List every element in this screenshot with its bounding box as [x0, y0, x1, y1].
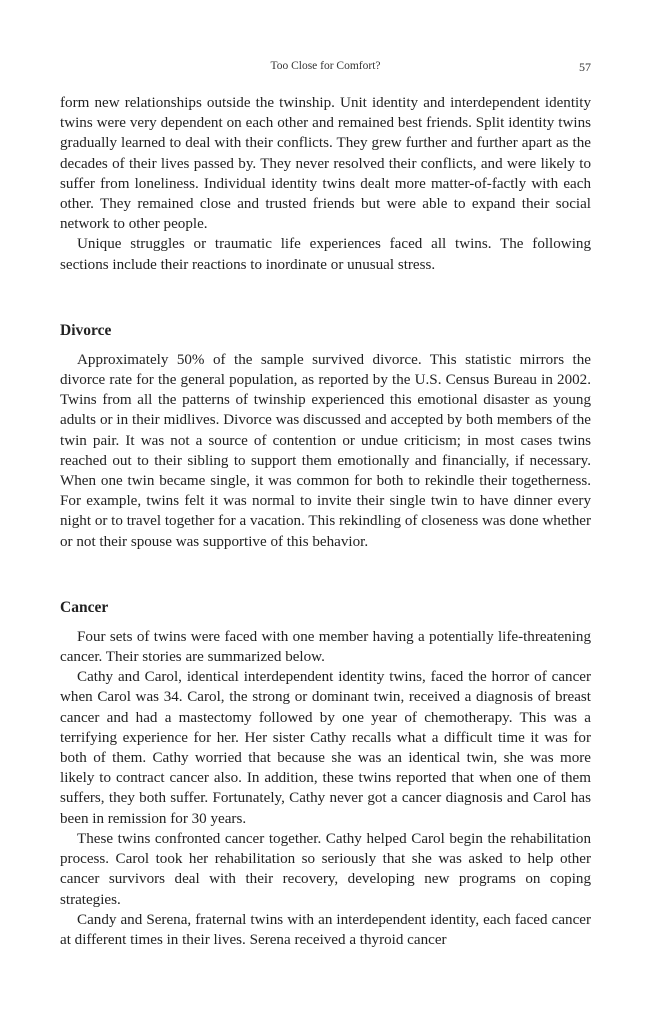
cancer-paragraph-3: These twins confronted cancer together. Cathy helped Carol begin the rehabilitation process. Carol took her rehabilitation so seriously that she was asked to help other cancer survivors deal with their recovery, developing new programs on coping strategies. — [60, 830, 591, 908]
intro-paragraph-1: form new relationships outside the twinship. Unit identity and interdependent identity twins were very dependent on each other and remained best friends. Split identity twins gradually learned to deal with their conflicts. They grew further and further apart as the decades of their lives passed by. They never resolved their conflicts, and were likely to suffer from loneliness. Individual identity twins dealt more matter-of-factly with each other. They remained close and trusted friends but were able to expand their social network to other people. — [60, 95, 591, 233]
intro-paragraph-2: Unique struggles or traumatic life experiences faced all twins. The following sections include their reactions to inordinate or unusual stress. — [60, 236, 591, 273]
page-number: 57 — [579, 60, 591, 74]
divorce-heading: Divorce — [60, 321, 112, 339]
body-text — [60, 93, 591, 950]
running-title: Too Close for Comfort? — [270, 60, 381, 72]
divorce-paragraph-1: Approximately 50% of the sample survived divorce. This statistic mirrors the divorce rate for the general population, as reported by the U.S. Census Bureau in 2002. Twins from all the patterns of twinship experienced this emotional disaster as young adults or in their midlives. Divorce was discussed and accepted by both members of the twin pair. It was not a source of contention or undue criticism; in most cases twins reached out to their sibling to support them emotionally and financially, if necessary. When one twin became single, it was common for both to rekindle their togetherness. For example, twins felt it was normal to invite their single twin to have dinner every night or to travel together for a vacation. This rekindling of closeness was done whether or not their spouse was supportive of this behavior. — [60, 351, 591, 550]
cancer-paragraph-2: Cathy and Carol, identical interdependent identity twins, faced the horror of cancer when Carol was 34. Carol, the strong or dominant twin, received a diagnosis of breast cancer and had a mastectomy followed by one year of chemotherapy. This was a terrifying experience for her. Her sister Cathy recalls what a difficult time it was for both of them. Cathy worried that because she was an identical twin, she was more likely to contract cancer also. In addition, these twins reported that when one of them suffers, they both suffer. Fortunately, Cathy never got a cancer diagnosis and Carol has been in remission for 30 years. — [60, 669, 591, 827]
cancer-paragraph-1: Four sets of twins were faced with one member having a potentially life-threatening cancer. Their stories are summarized below. — [60, 628, 591, 666]
cancer-heading: Cancer — [60, 598, 109, 616]
cancer-paragraph-4: Candy and Serena, fraternal twins with an interdependent identity, each faced cancer at different times in their lives. Serena received a thyroid cancer — [60, 911, 591, 948]
running-head — [60, 60, 591, 78]
